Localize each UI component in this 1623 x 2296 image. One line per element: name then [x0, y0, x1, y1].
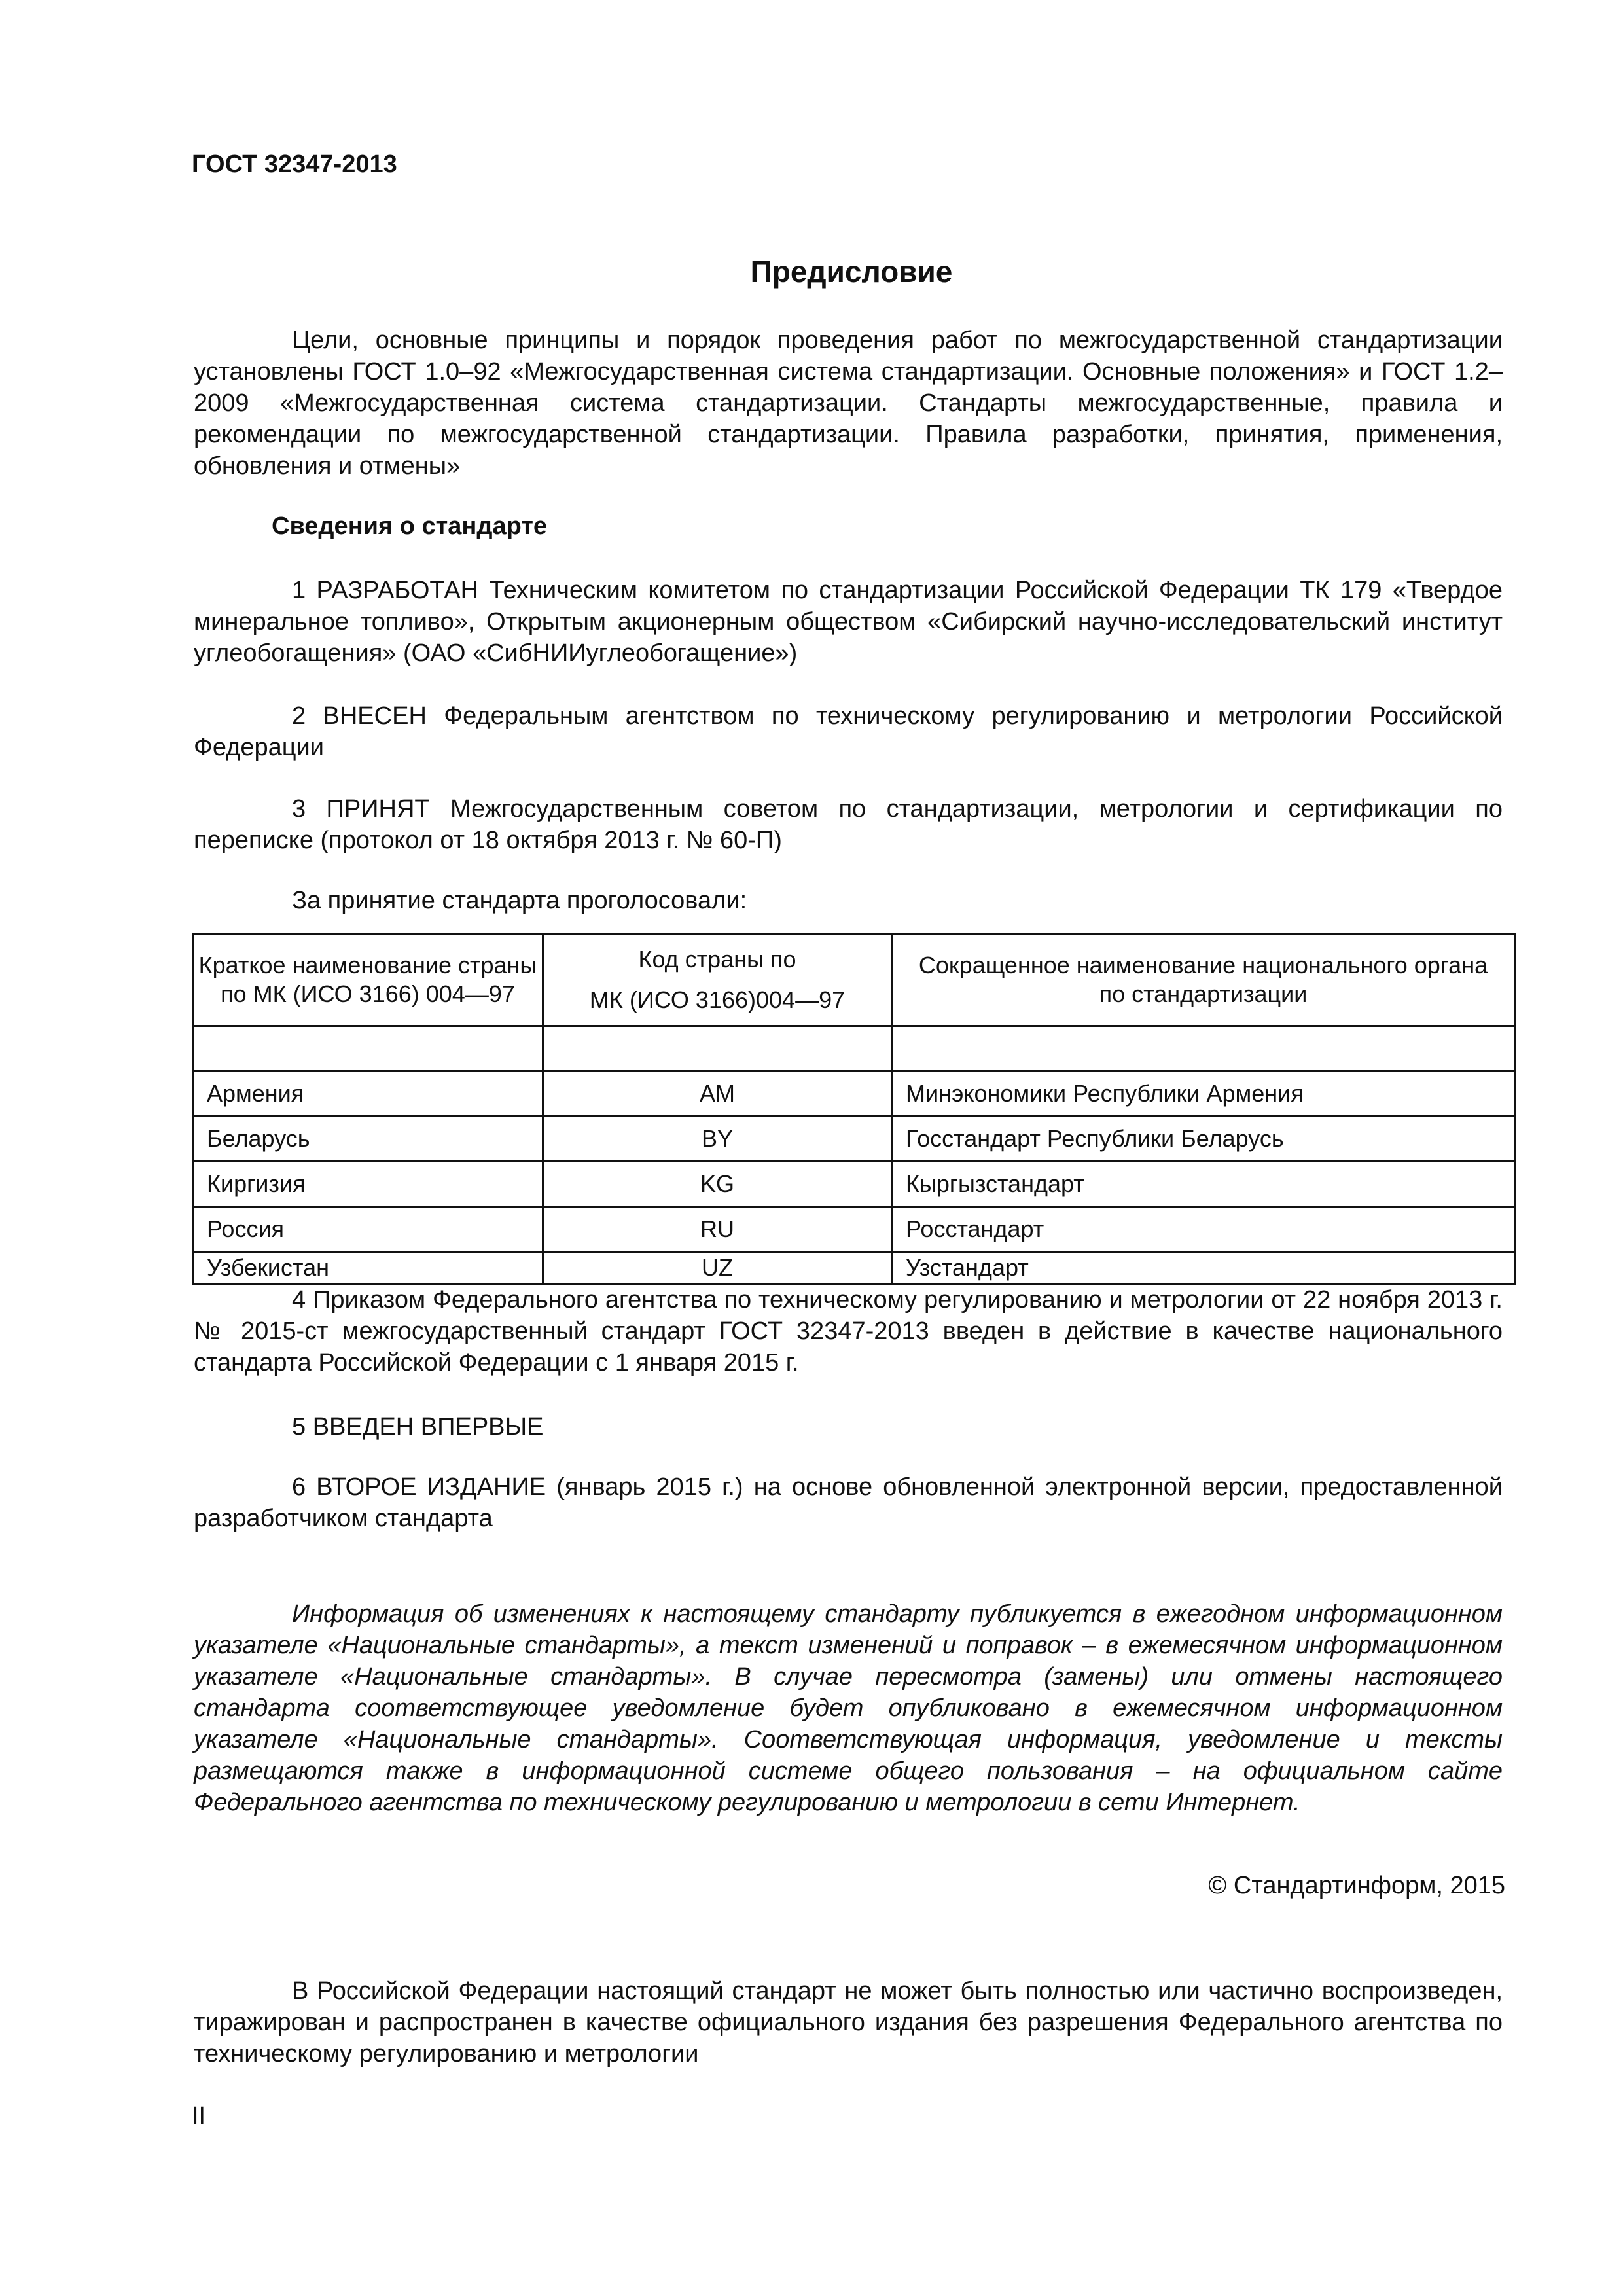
page-title: Предисловие: [750, 255, 953, 289]
table-header-row: [193, 934, 1515, 1026]
member-states-table: [192, 933, 1516, 1285]
item-1-developed: 1 РАЗРАБОТАН Техническим комитетом по стандартизации Российской Федерации ТК 179 «Твердое минеральное топливо», Открытым акционерным обществом «Сибирский научно-исследовательский институт углеобогащения» (ОАО «СибНИИуглеобогащение»): [194, 577, 1503, 667]
header-country-name: Краткое наименование страны по МК (ИСО 3166) 004—97: [193, 934, 543, 1026]
intro-paragraph: Цели, основные принципы и порядок проведения работ по межгосударственной стандартизации установлены ГОСТ 1.0–92 «Межгосударственная система стандартизации. Основные положения» и ГОСТ 1.2–2009 «Межгосударственная система стандартизации. Стандарты межгосударственные, правила и рекомендации по межгосударственной стандартизации. Правила разработки, принятия, применения, обновления и отмены»: [194, 327, 1503, 480]
country-cell: Узбекистан: [193, 1252, 543, 1284]
country-cell: Киргизия: [193, 1162, 543, 1207]
table-row: [193, 1252, 1515, 1284]
document-id-header: ГОСТ 32347-2013: [192, 151, 397, 178]
standard-info-heading: Сведения о стандарте: [272, 512, 548, 540]
item-2-submitted: 2 ВНЕСЕН Федеральным агентством по техническому регулированию и метрологии Российской Федерации: [194, 702, 1503, 761]
code-cell: RU: [543, 1207, 892, 1252]
table-row: [193, 1207, 1515, 1252]
country-cell: Беларусь: [193, 1117, 543, 1162]
header-country-code: [543, 934, 892, 1026]
item-6-second-edition: 6 ВТОРОЕ ИЗДАНИЕ (январь 2015 г.) на основе обновленной электронной версии, предоставленной разработчиком стандарта: [194, 1473, 1503, 1532]
item-3-adopted: 3 ПРИНЯТ Межгосударственным советом по стандартизации, метрологии и сертификации по переписке (протокол от 18 октября 2013 г. № 60-П): [194, 795, 1503, 854]
body-cell: Кыргызстандарт: [892, 1162, 1515, 1207]
item-4-enacted: 4 Приказом Федерального агентства по техническому регулированию и метрологии от 22 ноября 2013 г. № 2015-ст межгосударственный стандарт ГОСТ 32347-2013 введен в действие в качестве национального стандарта Российской Федерации с 1 января 2015 г.: [194, 1286, 1503, 1376]
votes-intro: За принятие стандарта проголосовали:: [292, 887, 747, 914]
body-cell: Росстандарт: [892, 1207, 1515, 1252]
header-code-line1: Код страны по: [638, 946, 796, 973]
country-cell: Армения: [193, 1071, 543, 1117]
header-code-line2: МК (ИСО 3166)004—97: [589, 986, 846, 1013]
changes-notice: Информация об изменениях к настоящему стандарту публикуется в ежегодном информационном указателе «Национальные стандарты», а текст изменений и поправок – в ежемесячном информационном указателе «Национальные стандарты». В случае пересмотра (замены) или отмены настоящего стандарта соответствующее уведомление будет опубликовано в ежемесячном информационном указателе «Национальные стандарты». Соответствующая информация, уведомление и тексты размещаются также в информационной системе общего пользования – на официальном сайте Федерального агентства по техническому регулированию и метрологии в сети Интернет.: [194, 1600, 1503, 1816]
header-standards-body: Сокращенное наименование национального органа по стандартизации: [892, 934, 1515, 1026]
code-cell: KG: [543, 1162, 892, 1207]
code-cell: AM: [543, 1071, 892, 1117]
page-number: II: [192, 2102, 206, 2130]
item-5-introduced: 5 ВВЕДЕН ВПЕРВЫЕ: [292, 1413, 544, 1441]
code-cell: UZ: [543, 1252, 892, 1284]
table-row: [193, 1162, 1515, 1207]
table-spacer-row: [193, 1026, 1515, 1071]
copyright: © Стандартинформ, 2015: [1208, 1872, 1505, 1899]
country-cell: Россия: [193, 1207, 543, 1252]
table-row: [193, 1071, 1515, 1117]
body-cell: Госстандарт Республики Беларусь: [892, 1117, 1515, 1162]
reproduction-restriction: В Российской Федерации настоящий стандарт не может быть полностью или частично воспроизведен, тиражирован и распространен в качестве официального издания без разрешения Федерального агентства по техническому регулированию и метрологии: [194, 1977, 1503, 2068]
table-row: [193, 1117, 1515, 1162]
body-cell: Минэкономики Республики Армения: [892, 1071, 1515, 1117]
code-cell: BY: [543, 1117, 892, 1162]
body-cell: Узстандарт: [892, 1252, 1515, 1284]
